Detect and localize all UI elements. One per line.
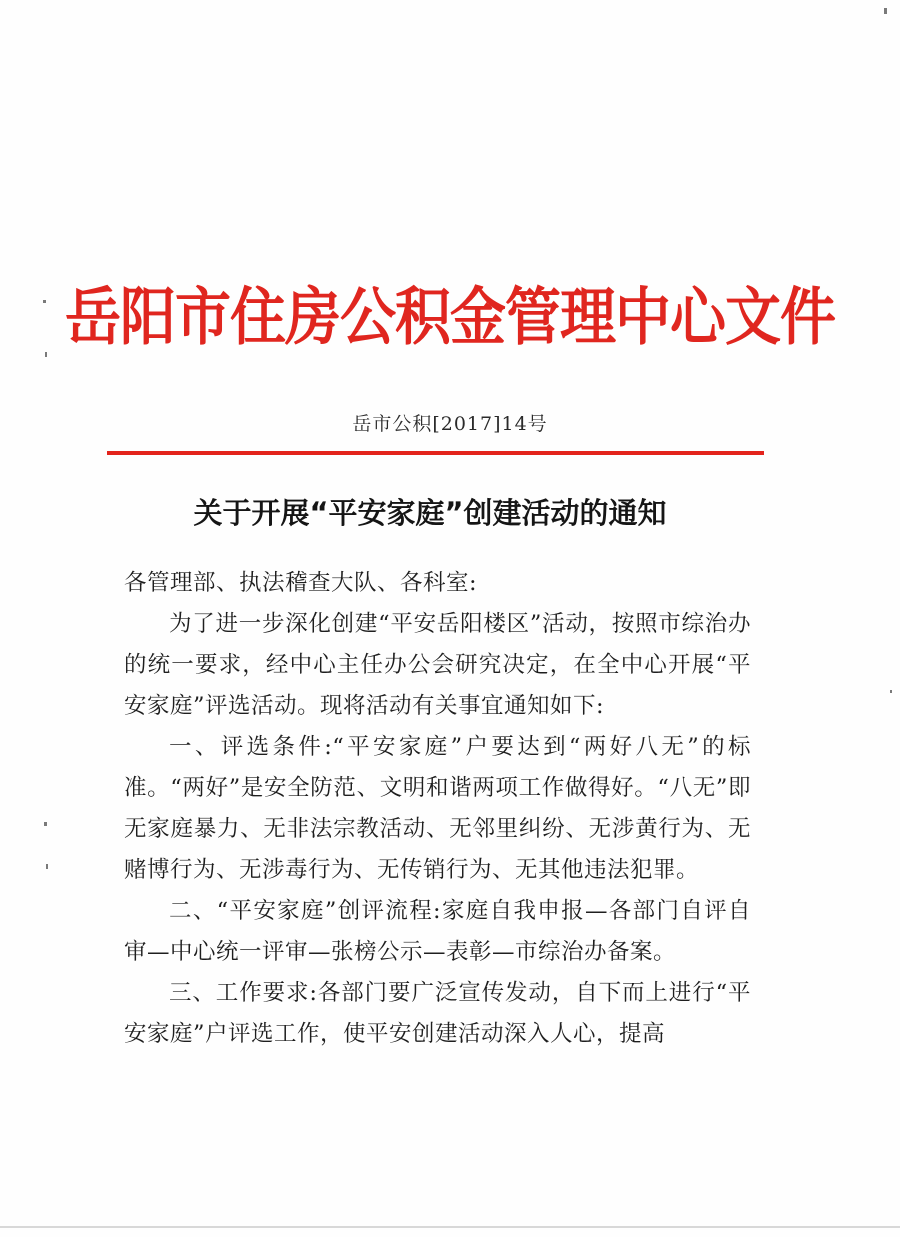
paragraph-requirements: 三、工作要求:各部门要广泛宣传发动，自下而上进行“平安家庭”户评选工作，使平安创建活动深入人心，提高: [124, 980, 751, 1047]
scan-mark: [0, 1226, 900, 1228]
scan-mark: [44, 822, 47, 826]
paragraph-intro: 为了进一步深化创建“平安岳阳楼区”活动，按照市综治办的统一要求，经中心主任办公会研究决定，在全中心开展“平安家庭”评选活动。现将活动有关事宜通知如下:: [124, 611, 751, 719]
issuer-header-title: 岳阳市住房公积金管理中心文件: [65, 281, 835, 355]
scan-mark: [46, 864, 48, 869]
scan-mark: [890, 690, 892, 693]
salutation: 各管理部、执法稽查大队、各科室:: [124, 570, 478, 596]
red-separator-rule: [107, 451, 764, 455]
notice-title: 关于开展“平安家庭”创建活动的通知: [193, 496, 667, 530]
paragraph-process: 二、“平安家庭”创评流程:家庭自我申报—各部门自评自审—中心统一评审—张榜公示—表彰—市综治办备案。: [124, 898, 751, 965]
paragraph-criteria: 一、评选条件:“平安家庭”户要达到“两好八无”的标准。“两好”是安全防范、文明和谐两项工作做得好。“八无”即无家庭暴力、无非法宗教活动、无邻里纠纷、无涉黄行为、无赌博行为、无涉毒行为、无传销行为、无其他违法犯罪。: [124, 734, 751, 883]
notice-body: [124, 563, 751, 1055]
scan-mark: [884, 8, 887, 14]
document-number: 岳市公积[2017]14号: [352, 413, 548, 435]
